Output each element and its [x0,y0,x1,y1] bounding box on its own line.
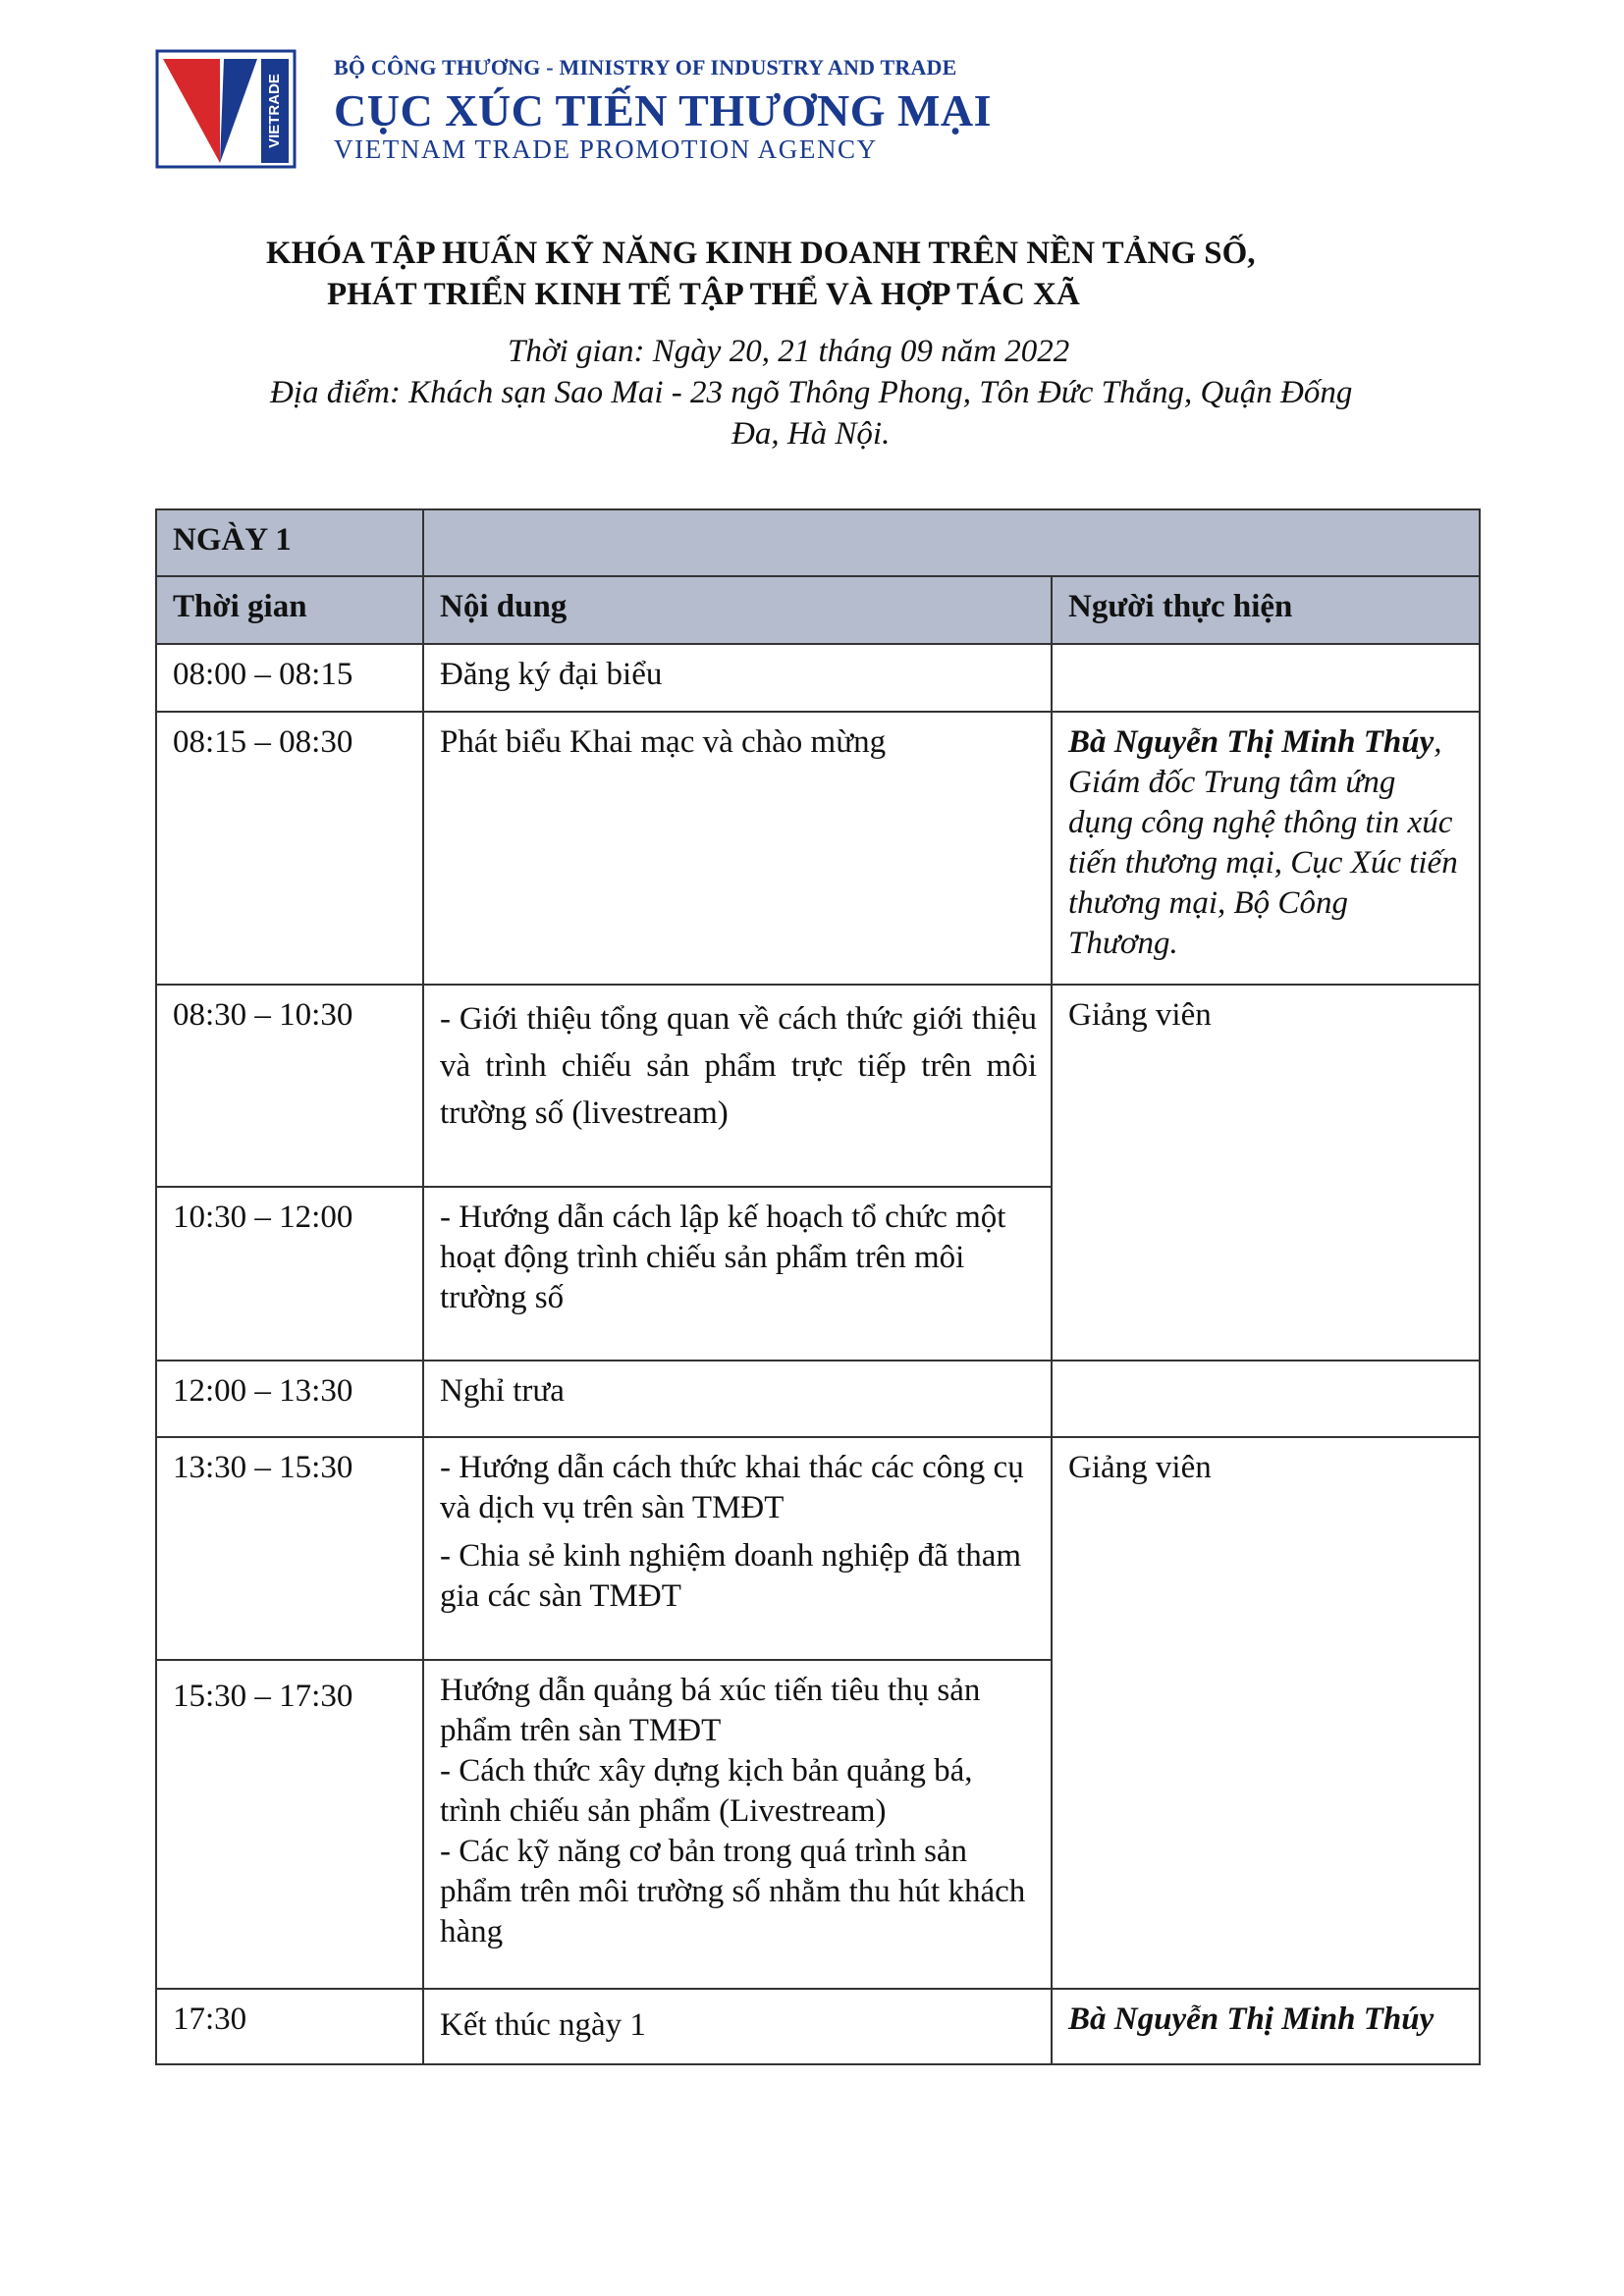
time-cell: 15:30 – 17:30 [156,1660,423,1989]
content-line: - Các kỹ năng cơ bản trong quá trình sản phẩm trên môi trường số nhằm thu hút khách hàng [440,1834,1026,1949]
vietrade-logo [155,49,297,169]
person-cell [1052,1361,1480,1437]
column-header-row [156,576,1480,644]
person-cell [1052,712,1480,985]
content-cell: Phát biểu Khai mạc và chào mừng [423,712,1052,985]
table-row [156,644,1480,712]
time-cell: 17:30 [156,1989,423,2064]
event-time: Thời gian: Ngày 20, 21 tháng 09 năm 2022 [508,334,1070,369]
agency-name [334,55,1041,165]
agency-name-en: VIETNAM TRADE PROMOTION AGENCY [334,134,878,164]
content-cell [423,1437,1052,1660]
table-row [156,1361,1480,1437]
time-cell: 08:00 – 08:15 [156,644,423,712]
time-cell: 08:15 – 08:30 [156,712,423,985]
day-label: NGÀY 1 [156,509,423,576]
table-row [156,712,1480,985]
content-cell: - Hướng dẫn cách lập kế hoạch tổ chức một hoạt động trình chiếu sản phẩm trên môi trường số [423,1187,1052,1361]
person-cell: Bà Nguyễn Thị Minh Thúy [1052,1989,1480,2064]
table-row [156,1437,1480,1660]
course-title-line1: KHÓA TẬP HUẤN KỸ NĂNG KINH DOANH TRÊN NỀN TẢNG SỐ, [266,236,1256,271]
table-row [156,1989,1480,2064]
person-cell: Giảng viên [1052,985,1480,1361]
col-header-person: Người thực hiện [1052,576,1480,644]
speaker-name-comma: , [1434,724,1442,760]
content-line: - Cách thức xây dựng kịch bản quảng bá, trình chiếu sản phẩm (Livestream) [440,1753,973,1829]
person-cell: Giảng viên [1052,1437,1480,1989]
time-cell: 08:30 – 10:30 [156,985,423,1187]
time-cell: 13:30 – 15:30 [156,1437,423,1660]
content-cell [423,1660,1052,1989]
schedule-table [155,508,1481,2065]
content-cell: Nghỉ trưa [423,1361,1052,1437]
day-label-empty [423,509,1480,576]
content-line: - Hướng dẫn cách thức khai thác các công cụ và dịch vụ trên sàn TMĐT [440,1450,1024,1525]
time-cell: 12:00 – 13:30 [156,1361,423,1437]
day-row [156,509,1480,576]
course-title-line2: PHÁT TRIỂN KINH TẾ TẬP THỂ VÀ HỢP TÁC XÃ [327,277,1080,312]
speaker-name: Bà Nguyễn Thị Minh Thúy [1068,724,1435,760]
person-cell [1052,644,1480,712]
col-header-time: Thời gian [156,576,423,644]
content-cell: - Giới thiệu tổng quan về cách thức giới thiệu và trình chiếu sản phẩm trực tiếp trên môi trường số (livestream) [423,985,1052,1187]
col-header-content: Nội dung [423,576,1052,644]
ministry-name: BỘ CÔNG THƯƠNG - MINISTRY OF INDUSTRY AND TRADE [334,55,957,80]
speaker-role: Giám đốc Trung tâm ứng dụng công nghệ thông tin xúc tiến thương mại, Cục Xúc tiến thương mại, Bộ Công Thương. [1068,765,1458,961]
event-location-line1: Địa điểm: Khách sạn Sao Mai - 23 ngõ Thông Phong, Tôn Đức Thắng, Quận Đống [270,375,1353,410]
logo-text: VIETRADE [265,74,283,148]
table-row [156,985,1480,1187]
agency-name-vi: CỤC XÚC TIẾN THƯƠNG MẠI [334,85,993,135]
content-line: - Chia sẻ kinh nghiệm doanh nghiệp đã tham gia các sàn TMĐT [440,1538,1022,1614]
content-cell: Đăng ký đại biểu [423,644,1052,712]
time-cell: 10:30 – 12:00 [156,1187,423,1361]
content-line: Hướng dẫn quảng bá xúc tiến tiêu thụ sản phẩm trên sàn TMĐT [440,1673,981,1748]
event-location-line2: Đa, Hà Nội. [731,416,891,452]
content-cell: Kết thúc ngày 1 [423,1989,1052,2064]
